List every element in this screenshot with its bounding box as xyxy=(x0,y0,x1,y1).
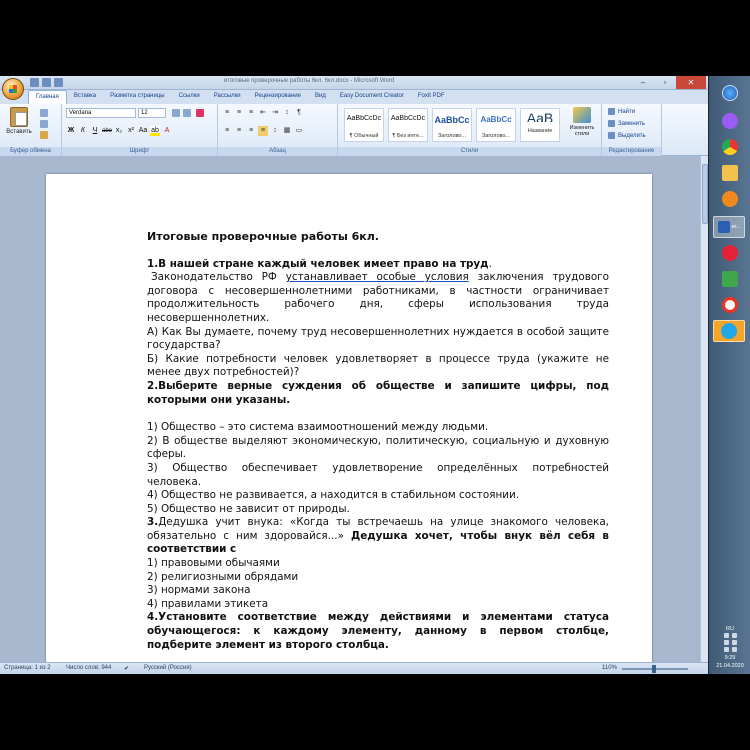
question-2-heading: 2.Выберите верные суждения об обществе и запишите цифры, под которыми они указаны. xyxy=(147,379,609,406)
font-group-label: Шрифт xyxy=(62,147,217,156)
document-area[interactable] xyxy=(0,156,700,662)
taskbar-app-alice[interactable] xyxy=(717,110,743,132)
taskbar-app-browser[interactable] xyxy=(717,136,743,158)
taskbar xyxy=(708,76,750,674)
tab-home[interactable]: Главная xyxy=(28,90,67,104)
yandex-icon xyxy=(722,297,738,313)
paste-label: Вставить xyxy=(6,129,32,135)
paragraph-row-1 xyxy=(222,108,304,118)
tray-icon[interactable] xyxy=(732,633,737,638)
question-1-a: А) Как Вы думаете, почему труд несовершеннолетних нуждается в особой защите государства? xyxy=(147,325,609,352)
font-group xyxy=(62,104,218,156)
align-center-button[interactable]: ≡ xyxy=(236,127,242,134)
q1-text-underlined: устанавливает особые условия xyxy=(285,271,469,284)
vertical-scrollbar[interactable] xyxy=(700,156,708,662)
spacer xyxy=(147,407,609,421)
font-format-row xyxy=(66,126,172,136)
question-1-paragraph xyxy=(147,271,609,325)
question-1-b: Б) Какие потребности человек удовлетворяет в процессе труда (укажите не менее двух потребностей)? xyxy=(147,352,609,379)
taskbar-app-opera[interactable] xyxy=(717,242,743,264)
style-name: ¶ Обычный xyxy=(349,133,379,139)
proofing-icon[interactable]: ✔ xyxy=(124,666,130,672)
style-name: Заголово... xyxy=(437,133,467,139)
title-bar xyxy=(0,76,708,90)
style-name: Название xyxy=(527,128,553,134)
style-heading-2[interactable] xyxy=(476,108,516,142)
underline-button[interactable]: Ч xyxy=(92,127,98,134)
word-count[interactable]: Число слов: 944 xyxy=(66,665,112,671)
q2-item: 1) Общество – это система взаимоотношений между людьми. xyxy=(147,421,489,434)
taskbar-app-player[interactable] xyxy=(717,188,743,210)
borders-button[interactable]: ▭ xyxy=(295,127,303,134)
align-left-button[interactable]: ≡ xyxy=(224,127,230,134)
clipboard-icon xyxy=(10,107,28,127)
format-painter-icon[interactable] xyxy=(40,131,48,139)
window-title: итоговые проверочные работы 6кл. 6кл.docx - Microsoft Word xyxy=(223,78,395,84)
tray-icon[interactable] xyxy=(724,633,729,638)
q1-heading-dot: . xyxy=(488,257,492,270)
volume-icon[interactable] xyxy=(732,647,737,652)
align-right-button[interactable]: ≡ xyxy=(248,127,254,134)
style-title[interactable] xyxy=(520,108,560,142)
highlight-button[interactable]: ab xyxy=(151,127,159,134)
q3-number: 3. xyxy=(147,516,159,529)
tray-icons-row xyxy=(709,640,750,645)
change-case-button[interactable]: Aa xyxy=(138,127,148,134)
style-sample: AaBbCcDc xyxy=(346,115,382,122)
maximize-button[interactable]: ▫ xyxy=(663,78,667,87)
word-icon xyxy=(718,221,730,233)
style-normal[interactable] xyxy=(344,108,384,142)
alice-icon xyxy=(722,113,738,129)
copy-icon[interactable] xyxy=(40,120,48,128)
strikethrough-button[interactable]: abe xyxy=(102,128,113,134)
q3-item: 1) правовыми обычаями xyxy=(147,557,280,570)
tray-icon[interactable] xyxy=(724,640,729,645)
styles-group xyxy=(338,104,602,156)
clipboard-group-label: Буфер обмена xyxy=(0,147,61,156)
q3-text: Дедушка учит внука: «Когда ты встречаешь на улице знакомого человека, обязательно с ним здоровайся...» xyxy=(147,516,609,542)
taskbar-app-word[interactable] xyxy=(713,216,745,238)
zoom-slider-knob[interactable] xyxy=(652,665,656,673)
page-indicator[interactable]: Страница: 1 из 2 xyxy=(4,665,51,671)
select-label: Выделить xyxy=(618,132,646,139)
question-3 xyxy=(147,516,609,557)
window-controls xyxy=(632,76,706,89)
taskbar-app-photos[interactable] xyxy=(717,268,743,290)
find-button[interactable] xyxy=(608,108,635,115)
font-size-select[interactable]: 12 xyxy=(138,108,166,118)
document-title: Итоговые проверочные работы 6кл. xyxy=(147,230,379,243)
numbering-button[interactable]: ≡ xyxy=(236,109,242,116)
style-no-spacing[interactable] xyxy=(388,108,428,142)
tray-icons-row xyxy=(709,633,750,638)
q3-item: 4) правилами этикета xyxy=(147,597,269,610)
q2-item: 4) Общество не развивается, а находится в стабильном состоянии. xyxy=(147,489,520,502)
subscript-button[interactable]: x₂ xyxy=(115,127,123,134)
sort-button[interactable]: ↕ xyxy=(285,109,289,116)
select-button[interactable] xyxy=(608,132,646,139)
word-task-label: ит... xyxy=(731,224,741,230)
tab-insert[interactable]: Вставка xyxy=(73,93,97,99)
screen xyxy=(0,76,750,674)
find-label: Найти xyxy=(618,108,636,115)
document-page[interactable] xyxy=(46,174,652,662)
minimize-button[interactable]: – xyxy=(640,78,646,87)
line-spacing-button[interactable]: ↕ xyxy=(273,127,277,134)
system-tray xyxy=(709,625,750,670)
ribbon-tabs xyxy=(0,90,708,104)
editing-group-label: Редактирование xyxy=(602,147,661,156)
language-indicator[interactable]: Русский (Россия) xyxy=(144,665,192,671)
tray-icons-row xyxy=(709,647,750,652)
question-4-heading: 4.Установите соответствие между действиями и элементами статуса обучающегося: к каждому элементу, данному в первом столбце, подберите элемент из второго столбца. xyxy=(147,611,609,651)
ribbon xyxy=(0,104,708,156)
q3-bold-text: Дедушка хочет, чтобы внук вёл себя в соответствии с xyxy=(147,529,609,556)
change-styles-button[interactable] xyxy=(566,107,598,137)
clock-time[interactable]: 9:29 xyxy=(724,655,736,661)
binoculars-icon xyxy=(608,108,615,115)
cut-icon[interactable] xyxy=(40,109,48,117)
opera-icon xyxy=(722,245,738,261)
start-button[interactable] xyxy=(717,82,743,104)
language-indicator[interactable]: RU xyxy=(726,626,734,632)
shrink-font-icon[interactable] xyxy=(183,109,191,117)
style-sample: AaBbCc xyxy=(480,115,512,124)
q2-item: 5) Общество не зависит от природы. xyxy=(147,502,350,515)
font-color-button[interactable]: A xyxy=(164,127,170,134)
office-button[interactable] xyxy=(2,78,24,100)
tab-references[interactable]: Ссылки xyxy=(178,93,200,99)
network-icon[interactable] xyxy=(724,647,729,652)
change-styles-label: Изменить стили xyxy=(569,125,595,137)
decrease-indent-button[interactable]: ⇤ xyxy=(260,109,266,116)
tab-page-layout[interactable]: Разметка страницы xyxy=(110,93,165,99)
status-bar xyxy=(0,662,708,674)
paragraph-row-2 xyxy=(222,126,304,136)
taskbar-app-skype[interactable] xyxy=(713,320,745,342)
q2-item: 3) Общество обеспечивает удовлетворение определённых потребностей человека. xyxy=(147,461,609,488)
superscript-button[interactable]: x² xyxy=(128,127,134,134)
style-heading-1[interactable] xyxy=(432,108,472,142)
replace-icon xyxy=(608,120,615,127)
q2-item: 2) В обществе выделяют экономическую, политическую, социальную и духовную сферы. xyxy=(147,434,609,461)
q3-item: 3) нормами закона xyxy=(147,584,251,597)
font-name-select[interactable]: Verdana xyxy=(66,108,136,118)
zoom-slider[interactable] xyxy=(622,668,688,670)
tab-mailings[interactable]: Рассылки xyxy=(213,93,241,99)
photos-icon xyxy=(722,271,738,287)
media-player-icon xyxy=(722,191,738,207)
style-sample: AaB xyxy=(526,110,554,122)
replace-button[interactable] xyxy=(608,120,645,127)
q3-item: 2) религиозными обрядами xyxy=(147,570,299,583)
skype-icon xyxy=(721,323,737,339)
italic-button[interactable]: К xyxy=(80,127,86,134)
tab-view[interactable]: Вид xyxy=(315,93,326,99)
paste-button[interactable] xyxy=(6,107,32,143)
paragraph-group xyxy=(218,104,338,156)
tab-easy-document-creator[interactable]: Easy Document Creator xyxy=(339,93,404,99)
taskbar-app-folder[interactable] xyxy=(717,162,743,184)
style-sample: AaBbCc xyxy=(434,115,470,125)
windows-icon xyxy=(722,85,738,101)
bullets-button[interactable]: ≡ xyxy=(224,109,230,116)
browser-icon xyxy=(722,139,738,155)
folder-icon xyxy=(722,165,738,181)
bold-button[interactable]: Ж xyxy=(67,127,75,134)
taskbar-app-yandex[interactable] xyxy=(717,294,743,316)
clipboard-group xyxy=(0,104,62,156)
q1-heading-text: 1.В нашей стране каждый человек имеет право на труд xyxy=(147,257,489,270)
styles-group-label: Стили xyxy=(338,147,601,156)
tray-icon[interactable] xyxy=(732,640,737,645)
document-body[interactable] xyxy=(147,230,609,652)
style-sample: AaBbCcDc xyxy=(390,115,426,122)
q1-text-a: Законодательство РФ xyxy=(151,271,286,284)
change-styles-icon xyxy=(573,107,591,123)
style-name: Заголово... xyxy=(481,133,511,139)
question-1-heading xyxy=(147,258,609,272)
style-name: ¶ Без инте... xyxy=(392,133,424,139)
q1-text-b: заключения трудового договора с несовершеннолетними работниками, в частности ограничивает продолжительность рабочего дня, сферы использования труда несовершеннолетних. xyxy=(147,271,609,324)
grow-font-icon[interactable] xyxy=(172,109,180,117)
zoom-level[interactable]: 110% xyxy=(602,665,617,671)
replace-label: Заменить xyxy=(618,120,645,127)
increase-indent-button[interactable]: ⇥ xyxy=(272,109,278,116)
multilevel-list-button[interactable]: ≡ xyxy=(248,109,254,116)
show-marks-button[interactable]: ¶ xyxy=(297,109,301,116)
tab-review[interactable]: Рецензирование xyxy=(254,93,301,99)
paragraph-group-label: Абзац xyxy=(218,147,337,156)
select-icon xyxy=(608,132,615,139)
tab-foxit-pdf[interactable]: Foxit PDF xyxy=(417,93,445,99)
close-button[interactable]: ✕ xyxy=(676,76,706,89)
editing-group xyxy=(602,104,662,156)
justify-button[interactable]: ≡ xyxy=(258,126,268,136)
clock-date[interactable]: 21.04.2020 xyxy=(716,663,744,669)
clear-formatting-icon[interactable] xyxy=(196,109,204,117)
shading-button[interactable]: ▦ xyxy=(283,127,291,134)
